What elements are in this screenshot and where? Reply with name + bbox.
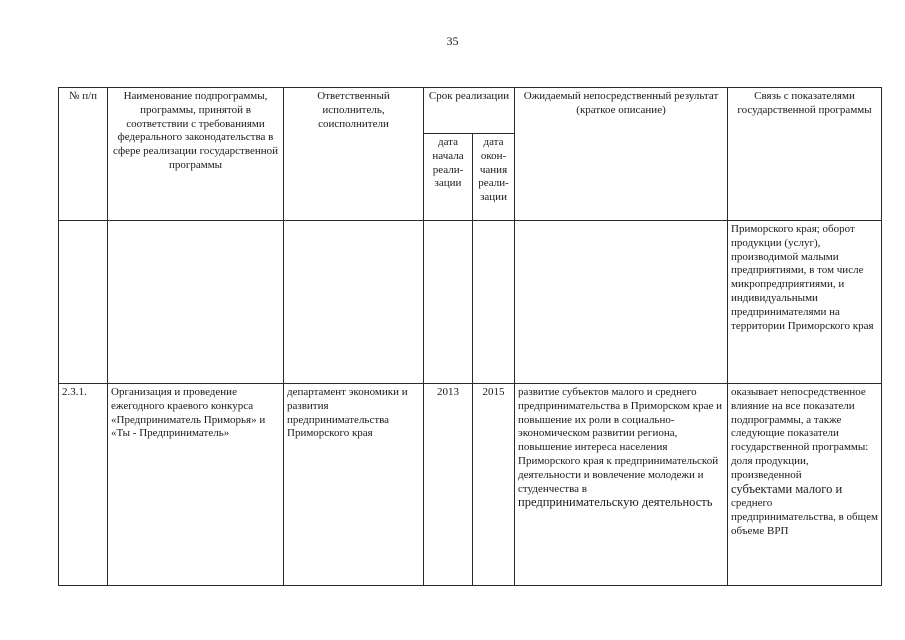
header-responsible: Ответственный исполнитель, соисполнители xyxy=(284,88,424,221)
header-end: дата окон- чания реали- зации xyxy=(473,134,515,221)
row2-start: 2013 xyxy=(424,384,473,586)
row2-link-tail: среднего предпринимательства, в общем объеме ВРП xyxy=(731,497,878,537)
row2-name: Организация и проведение ежегодного краевого конкурса «Предприниматель Приморья» и «Ты - Предприниматель» xyxy=(108,384,284,586)
page-number: 35 xyxy=(446,34,459,48)
header-num: № п/п xyxy=(59,88,108,221)
table-row xyxy=(59,221,882,384)
row2-responsible: департамент экономики и развития предпринимательства Приморского края xyxy=(284,384,424,586)
header-term: Срок реализации xyxy=(424,88,515,134)
row2-result-text: развитие субъектов малого и среднего предпринимательства в Приморском крае и повышение их роли в социально-экономическом развитии региона, повышение интереса населения Приморского края к предпринимательской деятельности и вовлечение молодежи и студенчества в xyxy=(518,386,722,495)
header-row-1 xyxy=(59,88,882,134)
row2-num: 2.3.1. xyxy=(59,384,108,586)
table-row xyxy=(59,384,882,586)
row1-link: Приморского края; оборот продукции (услуг), производимой малыми предприятиями, в том числе микропредприятиями, и индивидуальными предпринимателями на территории Приморского края xyxy=(728,221,882,384)
header-start: дата начала реали- зации xyxy=(424,134,473,221)
row2-end: 2015 xyxy=(473,384,515,586)
header-link: Связь с показателями государственной программы xyxy=(728,88,882,221)
row2-link-mid: субъектами малого и xyxy=(731,481,843,496)
program-table xyxy=(58,87,882,586)
row2-link-text: оказывает непосредственное влияние на все показатели подпрограммы, а также следующие показатели государственной программы: доля продукции, произведенной xyxy=(731,386,869,481)
row2-link xyxy=(728,384,882,586)
row2-result-tail: предпринимательскую деятельность xyxy=(518,495,713,510)
header-name: Наименование подпрограммы, программы, принятой в соответствии с требованиями федерального законодательства в сфере реализации государственной программы xyxy=(108,88,284,221)
header-result: Ожидаемый непосредственный результат (краткое описание) xyxy=(515,88,728,221)
row2-result xyxy=(515,384,728,586)
